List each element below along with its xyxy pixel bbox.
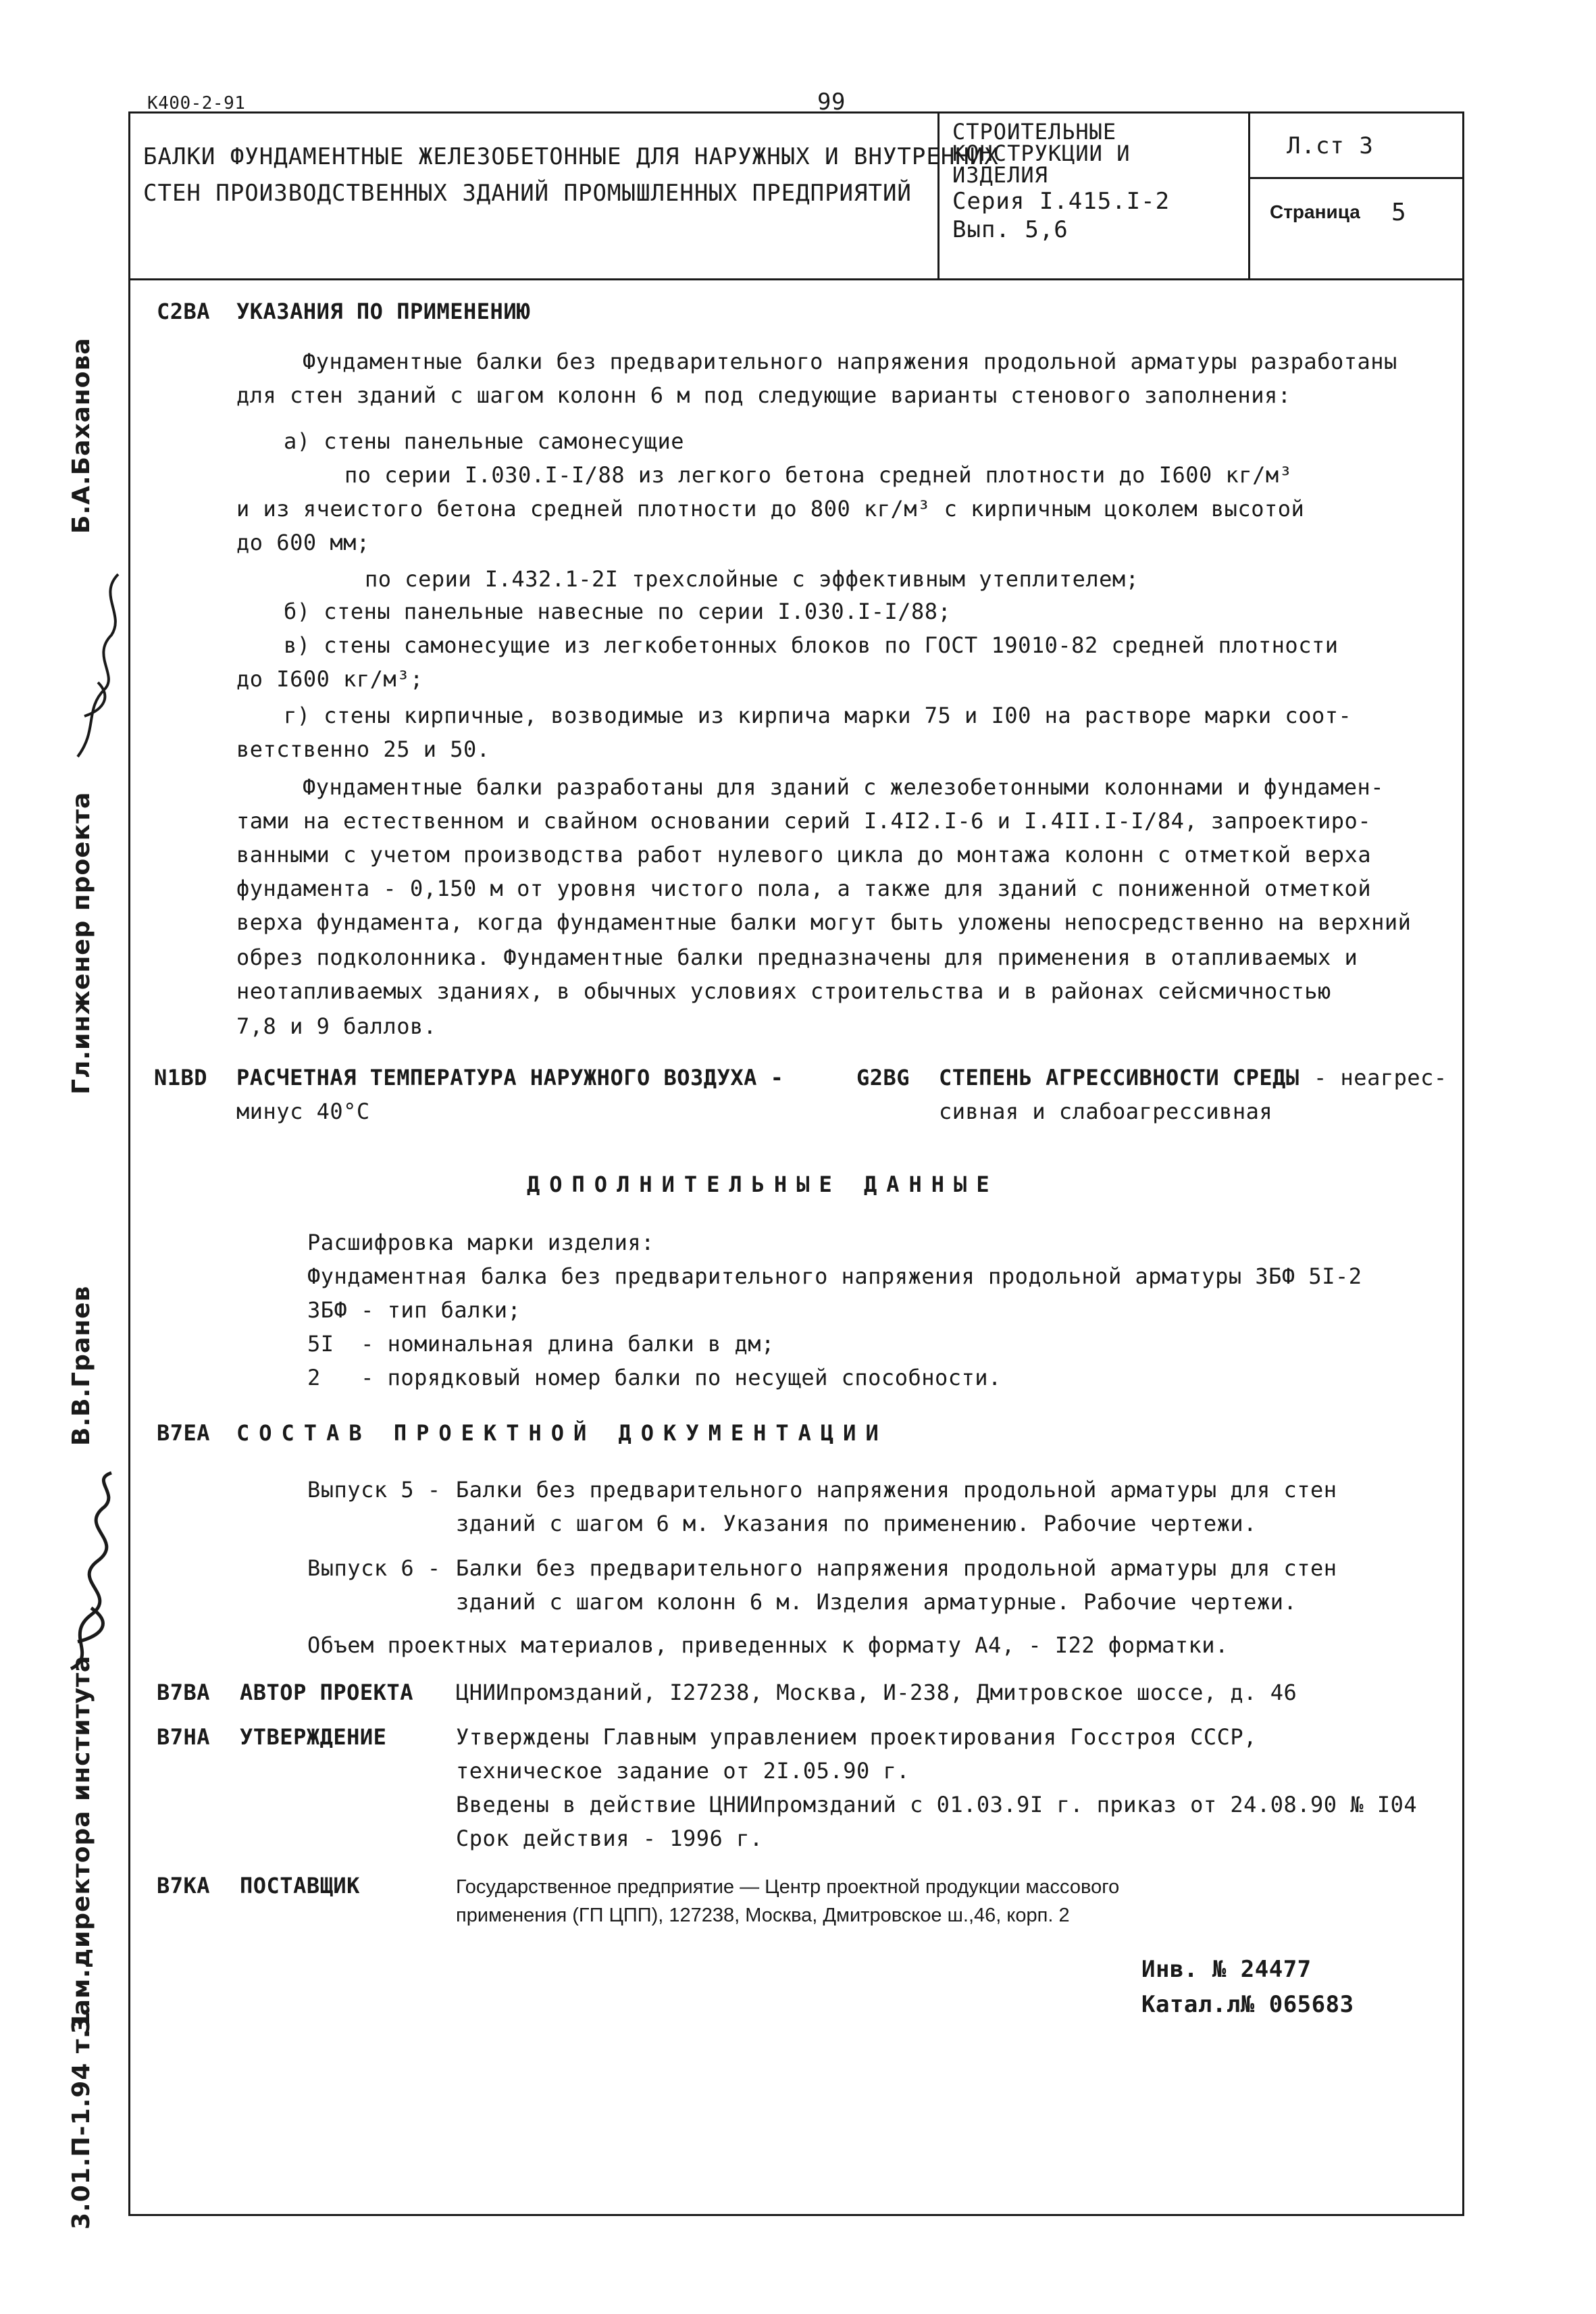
usage-line: и из ячеистого бетона средней плотности до 800 кг/м³ с кирпичным цоколем высотой: [236, 496, 1305, 522]
temperature-title: РАСЧЕТНАЯ ТЕМПЕРАТУРА НАРУЖНОГО ВОЗДУХА -: [236, 1065, 784, 1090]
aggressiveness-title: СТЕПЕНЬ АГРЕССИВНОСТИ СРЕДЫ: [939, 1065, 1299, 1090]
usage-title: УКАЗАНИЯ ПО ПРИМЕНЕНИЮ: [236, 299, 530, 324]
usage-line: до 600 мм;: [236, 530, 370, 555]
footer-code: 3.01.П-1.94 т.1: [68, 2011, 95, 2230]
usage-line: верха фундамента, когда фундаментные балки могут быть уложены непосредственно на верхний: [236, 909, 1412, 935]
role2: Зам.директора института: [68, 1655, 95, 2034]
author1-name: Б.А.Баханова: [68, 337, 95, 534]
usage-line: по серии I.432.1-2I трехслойные с эффективным утеплителем;: [365, 566, 1139, 592]
additional-title: ДОПОЛНИТЕЛЬНЫЕ ДАННЫЕ: [527, 1172, 999, 1197]
aggressiveness-value-cont: сивная и слабоагрессивная: [939, 1099, 1273, 1124]
usage-line: г) стены кирпичные, возводимые из кирпича марки 75 и I00 на растворе марки соот-: [284, 703, 1352, 728]
approval-line: Срок действия - 1996 г.: [456, 1826, 763, 1851]
approval-code: В7НА: [157, 1724, 211, 1750]
usage-line: ветственно 25 и 50.: [236, 736, 490, 762]
usage-line: по серии I.030.I-I/88 из легкого бетона средней плотности до I600 кг/м³: [344, 462, 1293, 488]
author2-name: В.В.Гранев: [68, 1285, 95, 1446]
issue-label: Вып. 5,6: [952, 216, 1069, 243]
aggressiveness-code: G2ВG: [856, 1065, 910, 1090]
documentation-code: В7ЕА: [157, 1420, 211, 1446]
doc-code: К400-2-91: [147, 93, 246, 114]
header-divider-2: [1248, 111, 1250, 280]
issue6-line2: зданий с шагом колонн 6 м. Изделия арматурные. Рабочие чертежи.: [456, 1589, 1297, 1615]
usage-code: С2ВА: [157, 299, 211, 324]
supplier-line2: применения (ГП ЦПП), 127238, Москва, Дмитровское ш.,46, корп. 2: [456, 1905, 1070, 1926]
supplier-code: В7КА: [157, 1873, 211, 1898]
usage-line: б) стены панельные навесные по серии I.030.I-I/88;: [284, 599, 952, 624]
issue5-line1: Балки без предварительного напряжения продольной арматуры для стен: [456, 1477, 1337, 1503]
volume-line: Объем проектных материалов, приведенных к формату А4, - I22 форматки.: [307, 1632, 1229, 1658]
temperature-code: N1ВD: [154, 1065, 208, 1090]
usage-line: до I600 кг/м³;: [236, 666, 423, 692]
approval-line: Утверждены Главным управлением проектирования Госстроя СССР,: [456, 1724, 1257, 1750]
usage-line: в) стены самонесущие из легкобетонных блоков по ГОСТ 19010-82 средней плотности: [284, 632, 1339, 658]
sheet-label: Л.ст 3: [1287, 132, 1374, 159]
inventory-number: Инв. № 24477: [1141, 1956, 1312, 1983]
usage-line: тами на естественном и свайном основании серий I.4I2.I-6 и I.4II.I-I/84, запроектиро-: [236, 808, 1372, 834]
author-value: ЦНИИпромзданий, I27238, Москва, И-238, Дмитровское шоссе, д. 46: [456, 1680, 1297, 1705]
usage-line: фундамента - 0,150 м от уровня чистого пола, а также для зданий с пониженной отметкой: [236, 876, 1372, 901]
role1: Гл.инженер проекта: [68, 791, 95, 1095]
supplier-line1: Государственное предприятие — Центр проектной продукции массового: [456, 1876, 1120, 1898]
usage-line: Фундаментные балки без предварительного напряжения продольной арматуры разработаны: [303, 349, 1397, 374]
page-label: Страница: [1270, 201, 1360, 222]
additional-line: Расшифровка марки изделия:: [307, 1230, 654, 1255]
additional-line: 3БФ - тип балки;: [307, 1297, 521, 1323]
approval-title: УТВЕРЖДЕНИЕ: [240, 1724, 387, 1750]
usage-line: а) стены панельные самонесущие: [284, 428, 684, 454]
signature-2: [51, 1466, 138, 1682]
series-label: Серия I.415.I-2: [952, 188, 1170, 215]
usage-line: неотапливаемых зданиях, в обычных условиях строительства и в районах сейсмичностью: [236, 978, 1331, 1004]
temperature-value: минус 40°С: [236, 1099, 370, 1124]
category-line1: СТРОИТЕЛЬНЫЕ: [952, 119, 1117, 145]
issue6-label: Выпуск 6 -: [307, 1555, 441, 1581]
documentation-title: СОСТАВ ПРОЕКТНОЙ ДОКУМЕНТАЦИИ: [236, 1420, 888, 1446]
issue6-line1: Балки без предварительного напряжения продольной арматуры для стен: [456, 1555, 1337, 1581]
additional-line: 2 - порядковый номер балки по несущей способности.: [307, 1365, 1002, 1390]
approval-line: Введены в действие ЦНИИпромзданий с 01.03.9I г. приказ от 24.08.90 № I04: [456, 1792, 1418, 1817]
document-title-line2: СТЕН ПРОИЗВОДСТВЕННЫХ ЗДАНИЙ ПРОМЫШЛЕННЫХ ПРЕДПРИЯТИЙ: [143, 180, 912, 207]
usage-line: обрез подколонника. Фундаментные балки предназначены для применения в отапливаемых и: [236, 945, 1358, 970]
header-divider-1: [937, 111, 939, 280]
signature-1: [64, 554, 138, 770]
page-number: 99: [817, 89, 846, 116]
usage-line: ванными с учетом производства работ нулевого цикла до монтажа колонн с отметкой верха: [236, 842, 1372, 867]
additional-line: Фундаментная балка без предварительного напряжения продольной арматуры 3БФ 5I-2: [307, 1263, 1362, 1289]
approval-line: техническое задание от 2I.05.90 г.: [456, 1758, 910, 1784]
supplier-title: ПОСТАВЩИК: [240, 1873, 360, 1898]
header-divider-3: [1248, 177, 1464, 179]
document-title-line1: БАЛКИ ФУНДАМЕНТНЫЕ ЖЕЛЕЗОБЕТОННЫЕ ДЛЯ НАРУЖНЫХ И ВНУТРЕННИХ: [143, 143, 999, 170]
additional-line: 5I - номинальная длина балки в дм;: [307, 1331, 775, 1357]
usage-line: 7,8 и 9 баллов.: [236, 1013, 437, 1039]
author-title: АВТОР ПРОЕКТА: [240, 1680, 413, 1705]
usage-line: Фундаментные балки разработаны для зданий с железобетонными колоннами и фундамен-: [303, 774, 1385, 800]
issue5-label: Выпуск 5 -: [307, 1477, 441, 1503]
usage-line: для стен зданий с шагом колонн 6 м под следующие варианты стенового заполнения:: [236, 382, 1291, 408]
issue5-line2: зданий с шагом 6 м. Указания по применению. Рабочие чертежи.: [456, 1511, 1257, 1536]
page-value: 5: [1391, 199, 1407, 226]
catalog-number: Катал.л№ 065683: [1141, 1991, 1354, 2018]
category-line2: КОНСТРУКЦИИ И: [952, 141, 1131, 166]
author-code: В7ВА: [157, 1680, 211, 1705]
category-line3: ИЗДЕЛИЯ: [952, 162, 1048, 188]
aggressiveness-value: - неагрес-: [1314, 1065, 1447, 1090]
